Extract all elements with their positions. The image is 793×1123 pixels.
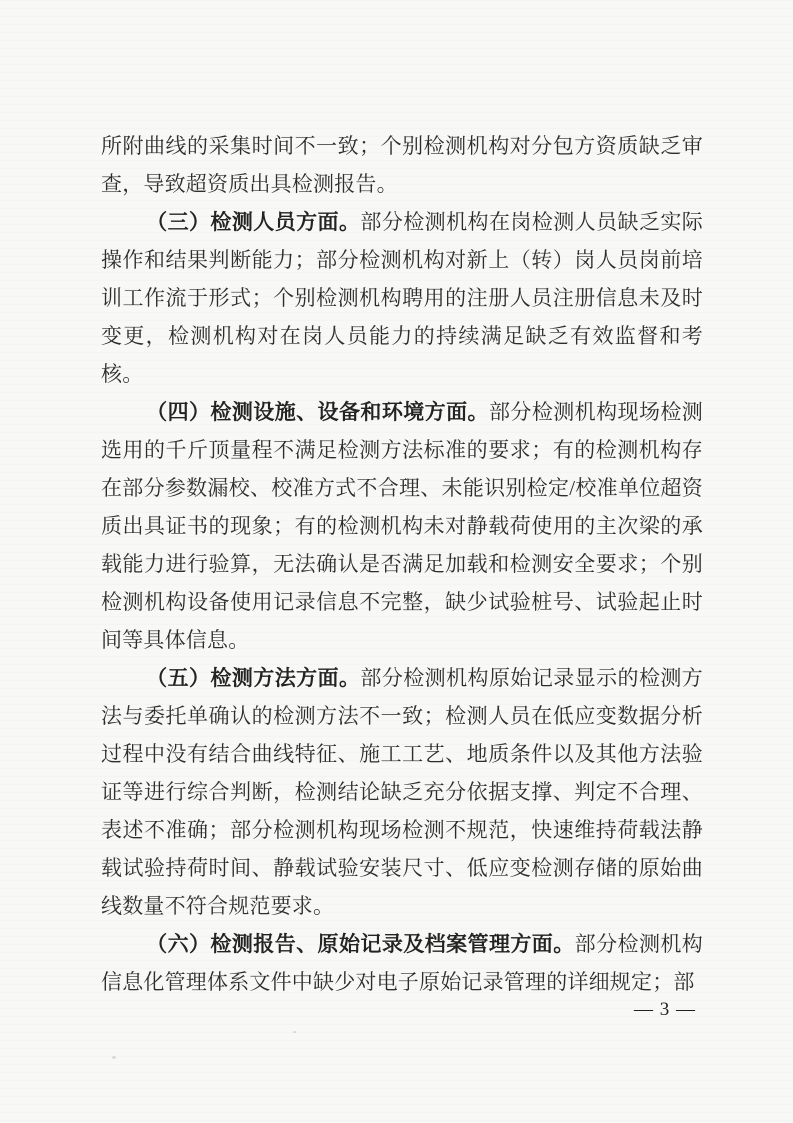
paragraph-text: 部分检测机构现场检测选用的千斤顶量程不满足检测方法标准的要求；有的检测机构存在部分参数漏校、校准方式不合理、未能识别检定/校准单位超资质出具证书的现象；有的检测机构未对静载荷使用的主次梁的承载能力进行验算，无法确认是否满足加载和检测安全要求；个别检测机构设备使用记录信息不完整，缺少试验桩号、试验起止时间等具体信息。 [101,400,704,652]
paragraph-continuation [101,127,703,203]
scan-artifact-speck [112,1056,116,1059]
paragraph-text: 部分检测机构原始记录显示的检测方法与委托单确认的检测方法不一致；检测人员在低应变数据分析过程中没有结合曲线特征、施工工艺、地质条件以及其他方法验证等进行综合判断，检测结论缺乏充分依据支撑、判定不合理、表述不准确；部分检测机构现场检测不规范，快速维持荷载法静载试验持荷时间、静载试验安装尺寸、低应变检测存储的原始曲线数量不符合规范要求。 [101,666,703,918]
paragraph-lead: （四）检测设施、设备和环境方面。 [146,400,489,424]
paragraph-section-4 [101,393,703,659]
paragraph-lead: （五）检测方法方面。 [146,666,361,690]
page-number-label: — 3 — [634,999,696,1020]
paragraph-section-6 [101,925,703,1001]
paragraph-section-3 [101,203,703,393]
paragraph-text: 部分检测机构信息化管理体系文件中缺少对电子原始记录管理的详细规定；部 [101,932,704,994]
page-number [634,999,696,1021]
paragraph-text: 所附曲线的采集时间不一致；个别检测机构对分包方资质缺乏审查，导致超资质出具检测报告。 [101,134,703,196]
document-body [101,127,703,1001]
paragraph-section-5 [101,659,703,925]
paragraph-text: 部分检测机构在岗检测人员缺乏实际操作和结果判断能力；部分检测机构对新上（转）岗人员岗前培训工作流于形式；个别检测机构聘用的注册人员注册信息未及时变更，检测机构对在岗人员能力的持续满足缺乏有效监督和考核。 [101,210,703,386]
paragraph-lead: （三）检测人员方面。 [146,210,361,234]
paragraph-lead: （六）检测报告、原始记录及档案管理方面。 [146,932,575,956]
scan-artifact-speck [293,1031,296,1033]
